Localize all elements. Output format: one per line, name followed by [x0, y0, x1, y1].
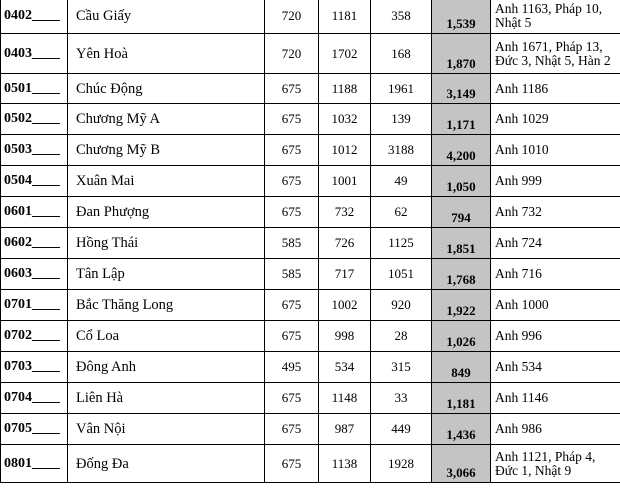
quota-value: 675	[265, 135, 319, 166]
school-code: 0504____	[1, 166, 68, 197]
school-code: 0403____	[1, 34, 68, 74]
second-choice-count: 1961	[371, 74, 432, 104]
language-note: Anh 716	[491, 259, 620, 290]
quota-value: 585	[265, 228, 319, 259]
school-name: Đan Phượng	[68, 197, 265, 228]
language-note: Anh 1029	[491, 104, 620, 135]
second-choice-count: 920	[371, 290, 432, 321]
first-choice-count: 1188	[319, 74, 371, 104]
table-row	[1, 414, 620, 445]
first-choice-count: 1001	[319, 166, 371, 197]
total-count: 1,870	[432, 34, 491, 74]
language-note: Anh 724	[491, 228, 620, 259]
language-note: Anh 996	[491, 321, 620, 352]
school-name: Tân Lập	[68, 259, 265, 290]
first-choice-count: 998	[319, 321, 371, 352]
language-note: Anh 1186	[491, 74, 620, 104]
language-note: Anh 1121, Pháp 4, Đức 1, Nhật 9	[491, 445, 620, 483]
table-row	[1, 321, 620, 352]
second-choice-count: 49	[371, 166, 432, 197]
language-note: Anh 986	[491, 414, 620, 445]
school-name: Hồng Thái	[68, 228, 265, 259]
school-name: Chương Mỹ B	[68, 135, 265, 166]
school-code: 0704____	[1, 383, 68, 414]
total-count: 4,200	[432, 135, 491, 166]
language-note: Anh 1146	[491, 383, 620, 414]
school-name: Đông Anh	[68, 352, 265, 383]
school-code: 0603____	[1, 259, 68, 290]
table-row	[1, 74, 620, 104]
school-name: Cầu Giấy	[68, 0, 265, 34]
total-count: 1,851	[432, 228, 491, 259]
second-choice-count: 1125	[371, 228, 432, 259]
language-note: Anh 1010	[491, 135, 620, 166]
quota-value: 720	[265, 34, 319, 74]
first-choice-count: 1181	[319, 0, 371, 34]
school-code: 0502____	[1, 104, 68, 135]
school-code: 0702____	[1, 321, 68, 352]
total-count: 849	[432, 352, 491, 383]
language-note: Anh 732	[491, 197, 620, 228]
quota-value: 675	[265, 166, 319, 197]
quota-value: 675	[265, 445, 319, 483]
school-code: 0703____	[1, 352, 68, 383]
quota-value: 675	[265, 414, 319, 445]
language-note: Anh 1000	[491, 290, 620, 321]
first-choice-count: 1138	[319, 445, 371, 483]
quota-value: 675	[265, 74, 319, 104]
total-count: 1,539	[432, 0, 491, 34]
school-name: Chương Mỹ A	[68, 104, 265, 135]
second-choice-count: 1928	[371, 445, 432, 483]
school-name: Chúc Động	[68, 74, 265, 104]
school-code: 0701____	[1, 290, 68, 321]
table-row	[1, 34, 620, 74]
school-code: 0602____	[1, 228, 68, 259]
table-row	[1, 0, 620, 34]
quota-value: 495	[265, 352, 319, 383]
first-choice-count: 726	[319, 228, 371, 259]
table-row	[1, 352, 620, 383]
first-choice-count: 717	[319, 259, 371, 290]
school-code: 0402____	[1, 0, 68, 34]
school-code: 0501____	[1, 74, 68, 104]
school-code: 0503____	[1, 135, 68, 166]
quota-value: 675	[265, 290, 319, 321]
table-row	[1, 445, 620, 483]
table-row	[1, 197, 620, 228]
school-code: 0601____	[1, 197, 68, 228]
quota-value: 585	[265, 259, 319, 290]
language-note: Anh 1671, Pháp 13, Đức 3, Nhật 5, Hàn 2	[491, 34, 620, 74]
table-row	[1, 166, 620, 197]
first-choice-count: 1702	[319, 34, 371, 74]
total-count: 1,922	[432, 290, 491, 321]
quota-value: 675	[265, 197, 319, 228]
total-count: 1,171	[432, 104, 491, 135]
first-choice-count: 1032	[319, 104, 371, 135]
second-choice-count: 62	[371, 197, 432, 228]
table-row	[1, 228, 620, 259]
second-choice-count: 3188	[371, 135, 432, 166]
table-row	[1, 135, 620, 166]
total-count: 3,066	[432, 445, 491, 483]
second-choice-count: 1051	[371, 259, 432, 290]
total-count: 1,768	[432, 259, 491, 290]
language-note: Anh 999	[491, 166, 620, 197]
total-count: 1,436	[432, 414, 491, 445]
second-choice-count: 139	[371, 104, 432, 135]
table-row	[1, 259, 620, 290]
language-note: Anh 534	[491, 352, 620, 383]
quota-value: 720	[265, 0, 319, 34]
quota-value: 675	[265, 321, 319, 352]
second-choice-count: 28	[371, 321, 432, 352]
total-count: 1,026	[432, 321, 491, 352]
second-choice-count: 449	[371, 414, 432, 445]
school-code: 0705____	[1, 414, 68, 445]
second-choice-count: 33	[371, 383, 432, 414]
quota-value: 675	[265, 383, 319, 414]
second-choice-count: 315	[371, 352, 432, 383]
first-choice-count: 732	[319, 197, 371, 228]
quota-value: 675	[265, 104, 319, 135]
total-count: 1,050	[432, 166, 491, 197]
table-body	[1, 0, 620, 483]
first-choice-count: 1148	[319, 383, 371, 414]
school-name: Cổ Loa	[68, 321, 265, 352]
school-name: Xuân Mai	[68, 166, 265, 197]
first-choice-count: 1012	[319, 135, 371, 166]
second-choice-count: 168	[371, 34, 432, 74]
total-count: 794	[432, 197, 491, 228]
total-count: 3,149	[432, 74, 491, 104]
school-name: Yên Hoà	[68, 34, 265, 74]
school-name: Vân Nội	[68, 414, 265, 445]
second-choice-count: 358	[371, 0, 432, 34]
school-code: 0801____	[1, 445, 68, 483]
school-name: Đống Đa	[68, 445, 265, 483]
first-choice-count: 1002	[319, 290, 371, 321]
total-count: 1,181	[432, 383, 491, 414]
language-note: Anh 1163, Pháp 10, Nhật 5	[491, 0, 620, 34]
school-name: Bắc Thăng Long	[68, 290, 265, 321]
table-row	[1, 290, 620, 321]
table-row	[1, 104, 620, 135]
first-choice-count: 534	[319, 352, 371, 383]
table-row	[1, 383, 620, 414]
school-name: Liên Hà	[68, 383, 265, 414]
first-choice-count: 987	[319, 414, 371, 445]
